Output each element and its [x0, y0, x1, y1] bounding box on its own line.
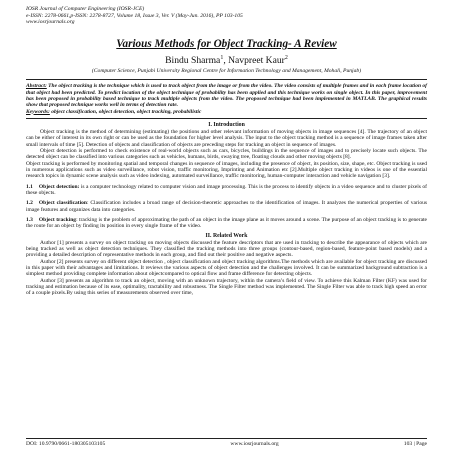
- related-paragraph-3: Author [3] presents an algorithm to track an object, moving with an unknown trajectory, within the camera’s field of view. To achieve this Kalman Filter (KF) was used for tracking and estimation because of its ease, optimality, tractability and robustness. The Single Filter method was implemented. The Single Filter was able to track high speed an error of a couple pixels.By using this series of measurements observed over time,: [26, 277, 427, 297]
- journal-website[interactable]: www.iosrjournals.org: [26, 19, 75, 26]
- journal-name: IOSR Journal of Computer Engineering (IOSR-JCE): [26, 6, 145, 12]
- page-footer: [26, 438, 427, 447]
- related-paragraph-2: Author [2] presents survey on different object detection , object classification and object tracking algorithms.The methods which are available for object tracking are discussed in this paper with their advantages and limitations. It reviews the various aspects of object detection and the challenges involved. It can be summarized background subtraction is a simplest method providing complete information about objectcompared to optical flow and frame difference for detecting objects.: [26, 258, 427, 278]
- section-title-related-work: II. Related Work: [205, 232, 248, 239]
- author-1: Bindu Sharma: [165, 54, 221, 66]
- subsection-number: 1.3: [26, 216, 33, 223]
- footer-website[interactable]: www.iosrjournals.org: [230, 441, 279, 447]
- journal-issn: e-ISSN: 2278-0661,p-ISSN: 2278-8727, Volume 18, Issue 3, Ver. V (May-Jun. 2016), PP 103-105: [26, 12, 243, 19]
- keywords-label: Keywords:: [26, 108, 50, 115]
- author-separator: ,: [223, 54, 229, 66]
- subsection-number: 1.2: [26, 200, 33, 207]
- author-2: Navpreet Kaur: [228, 54, 285, 66]
- subsection-text: : tracking is the problem of approximating the path of an object in the image plane as it moves around a scene. The purpose of an object tracking is to generate the route for an object by finding its position in every single frame of the video.: [26, 216, 427, 230]
- subsection-object-detection: [26, 184, 427, 197]
- subsection-name: Object tracking: [38, 216, 77, 223]
- subsection-name: Object detection:: [38, 183, 80, 190]
- author-2-sup: 2: [284, 54, 288, 61]
- abstract-label: Abstract:: [26, 83, 47, 90]
- subsection-text: : Classification includes a broad range of decision-theoretic approaches to the identification of images. It analyzes the numerical properties of various image features and organizes data into categories.: [26, 200, 427, 213]
- abstract-text: The object tracking is the technique which is used to track object from the image or from the video. The video consists of multiple frames and in each frame location of that object had been predicted. To predict location of the object technique of probability has been applied and this technique works on single object. In this paper, improvement has been proposed in probability based technique to track multiple objects from the video. The proposed technique had been implemented in MATLAB. The graphical results show that proposed technique works well in terms of detection rate.: [26, 83, 427, 109]
- divider-top: [26, 79, 427, 80]
- intro-paragraph-1: Object tracking is the method of determining (estimating) the positions and other relevant information of moving objects in image sequences [4]. The trajectory of an object can be either of interest in its own right or can be used as the foundation for higher level analysis. The input to the object tracking method is a sequence of image frames taken after small intervals of time [5]. Detection of objects and classification of objects are preceding steps for tracking an object in sequence of images.: [26, 128, 427, 148]
- footer-page-number: 103 | Page: [403, 441, 427, 447]
- affiliation: (Computer Science, Punjabi University Regional Centre for Information Technology and Management, Mohali, Punjab): [91, 67, 362, 74]
- section-title-introduction: I. Introduction: [208, 121, 245, 128]
- author-1-sup: 1: [220, 54, 224, 61]
- subsection-object-tracking: [26, 217, 427, 230]
- abstract: [26, 83, 427, 108]
- related-paragraph-1: Author [1] presents a survey on object tracking on moving objects discussed the feature descriptors that are used in tracking to describe the appearance of objects which are being tracked as well as object detection techniques. They classified the tracking methods into three groups (contour-based, region-based, feature-point based models) and a providing a detailed description of representative methods in each group, and find out their positive and negative aspects.: [26, 239, 427, 259]
- subsection-number: 1.1: [26, 183, 33, 190]
- subsection-text: is a computer technology related to computer vision and image processing. This is the process to identify objects in a video sequence and to cluster pixels of these objects.: [26, 183, 427, 196]
- journal-header: [26, 6, 427, 26]
- paper-title: Various Methods for Object Tracking- A Review: [116, 37, 337, 50]
- footer-doi: DOI: 10.9790/0661-1803051031​05: [26, 441, 106, 447]
- divider-bottom: [26, 118, 427, 119]
- subsection-name: Object classification: [38, 200, 87, 207]
- keywords: [26, 109, 427, 115]
- intro-paragraph-2: Object detection is performed to check existence of real-world objects such as cars, bicycles, buildings in the sequence of images and to precisely locate such objects. The detected object can be classified into various categories such as vehicles, humans, birds, swaying tree, floating clouds and other moving objects [8].: [26, 147, 427, 161]
- author-list: [26, 55, 427, 66]
- subsection-object-classification: [26, 200, 427, 213]
- intro-paragraph-3: Object tracking is performed by monitoring spatial and temporal changes in sequence of images, including the presence of object, its position, size, shape, etc. Object tracking is used in numerous applications such as video surveillance, robot vision, traffic monitoring, Imprinting and Animation etc [2].Multiple object tracking in videos is one of the essential research topics in dynamic scene analysis such as video indexing, automated surveillance, traffic monitoring, human-computer interaction and vehicle navigation [3].: [26, 160, 427, 180]
- keywords-text: object classification, object detection, object tracking, probabilistic: [49, 108, 202, 115]
